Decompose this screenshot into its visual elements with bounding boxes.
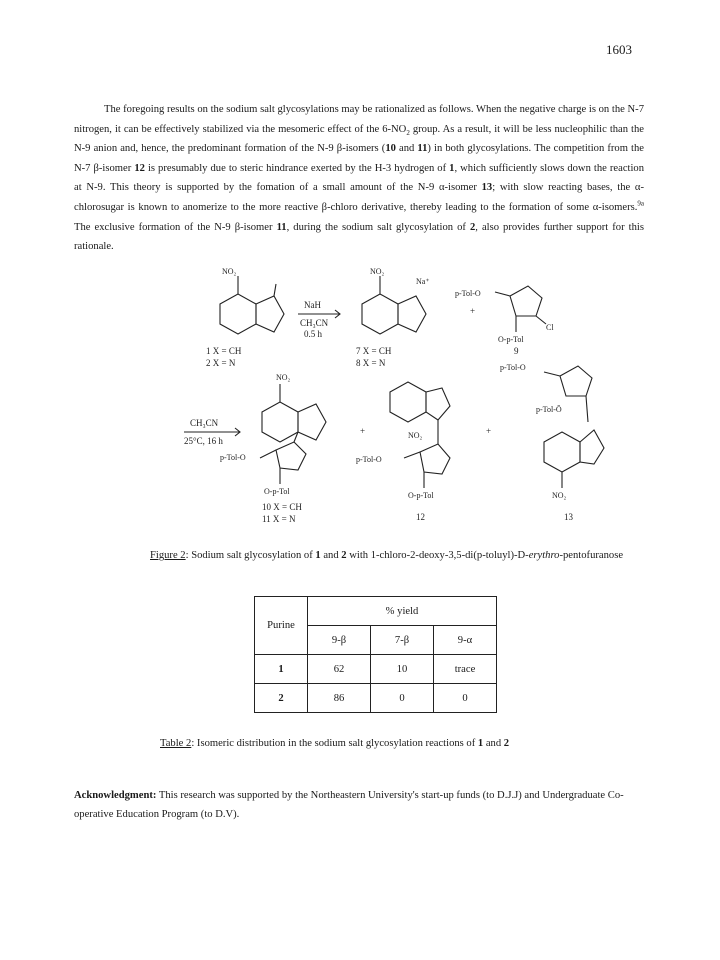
page-number: 1603 (606, 42, 632, 57)
reaction-scheme-svg (180, 262, 650, 532)
cell-purine: 2 (255, 684, 308, 713)
header-9-alpha: 9-α (434, 626, 497, 655)
ptol-o-label-13: p-Tol-O (500, 363, 526, 372)
compound-13-label: 13 (564, 512, 573, 522)
acknowledgment-heading: Acknowledgment: (74, 790, 157, 801)
compound-2-label: 2 X = N (206, 358, 236, 368)
optol-label-12: O-p-Tol (408, 491, 434, 500)
nitro-group-label-13: NO₂ (552, 491, 567, 500)
acknowledgment-section (74, 786, 649, 824)
cell-9-beta: 62 (308, 655, 371, 684)
compound-9-label: 9 (514, 346, 519, 356)
header-7-beta: 7-β (371, 626, 434, 655)
nitro-group-label-12: NO₂ (408, 431, 423, 440)
nitro-group-label-1: NO₂ (222, 267, 237, 276)
optol-label-9: O-p-Tol (498, 335, 524, 344)
cell-9-alpha: 0 (434, 684, 497, 713)
cell-7-beta: 10 (371, 655, 434, 684)
compound-11-label: 11 X = N (262, 514, 296, 524)
plus-sign-2: + (360, 426, 366, 436)
table-row (255, 655, 497, 684)
compound-10-label: 10 X = CH (262, 502, 302, 512)
cell-9-alpha: trace (434, 655, 497, 684)
purine-structure-1 (220, 276, 284, 334)
nitro-group-label-7: NO₂ (370, 267, 385, 276)
acknowledgment-text: This research was supported by the Northeastern University's start-up funds (to D.J.J) and Undergraduate Co-operative Education Program (to D.V). (74, 790, 624, 820)
table-caption: Table 2: Isomeric distribution in the sodium salt glycosylation reactions of 1 and 2 (160, 738, 510, 749)
nitro-group-label-10: NO₂ (276, 373, 291, 382)
table-row (255, 684, 497, 713)
table-header-row (255, 597, 497, 626)
cell-purine: 1 (255, 655, 308, 684)
header-9-beta: 9-β (308, 626, 371, 655)
compound-12-label: 12 (416, 512, 425, 522)
header-purine: Purine (255, 597, 308, 655)
compound-1-label: 1 X = CH (206, 346, 242, 356)
plus-sign-3: + (486, 426, 492, 436)
reagent-acetonitrile-2: CH₃CN (190, 418, 219, 428)
compound-7-label: 7 X = CH (356, 346, 392, 356)
cell-7-beta: 0 (371, 684, 434, 713)
yield-table (254, 596, 497, 713)
ptol-o-label-13b: p-Tol-Ō (536, 405, 562, 414)
cell-9-beta: 86 (308, 684, 371, 713)
header-yield: % yield (308, 597, 497, 626)
sodium-label: Na⁺ (416, 277, 430, 286)
ptol-o-label-9: p-Tol-O (455, 289, 481, 298)
ptol-o-label-12: p-Tol-O (356, 455, 382, 464)
product-13-structure (544, 366, 604, 488)
body-paragraph: The foregoing results on the sodium salt glycosylations may be rationalized as follows. When the negative charge is on the N-7 nitrogen, it can be effectively stabilized via the mesomeric effect of the $6-NO_2$ group. As a result, it will be less nucleophilic than the N-9 anion and, hence, the predominant formation of the N-9 β-isomers (10 and 11) in both glycosylations. The competition from the N-7 β-isomer 12 is presumably due to steric hindrance exerted by the H-3 hydrogen of 1, which sufficiently slows down the reaction at N-9. This theory is supported by the fomation of a small amount of the N-9 α-isomer 13; with slow reacting bases, the α-chlorosugar is known to anomerize to the more reactive β-chloro derivative, thereby leading to the formation of some α-isomers.$^{9a}$ The exclusive formation of the N-9 β-isomer 11, during the sodium salt glycosylation of 2, also provides further support for this rationale. (74, 104, 645, 253)
reagent-time-1: 0.5 h (304, 329, 322, 339)
reagent-conditions-2: 25°C, 16 h (184, 436, 223, 446)
product-10-11-structure (260, 384, 326, 484)
yield-table-wrapper (254, 596, 497, 713)
reaction-scheme-figure (180, 262, 650, 532)
ptol-o-label-10: p-Tol-O (220, 453, 246, 462)
reagent-acetonitrile-1: CH₃CN (300, 318, 329, 328)
optol-label-10: O-p-Tol (264, 487, 290, 496)
plus-sign-1: + (470, 306, 476, 316)
compound-8-label: 8 X = N (356, 358, 386, 368)
reagent-nah: NaH (304, 300, 321, 310)
figure-caption: Figure 2: Sodium salt glycosylation of 1 and 2 with 1-chloro-2-deoxy-3,5-di(p-toluyl)-D-erythro-pentofuranose (150, 550, 624, 561)
chloro-label: Cl (546, 323, 554, 332)
chlorosugar-structure (495, 286, 546, 332)
